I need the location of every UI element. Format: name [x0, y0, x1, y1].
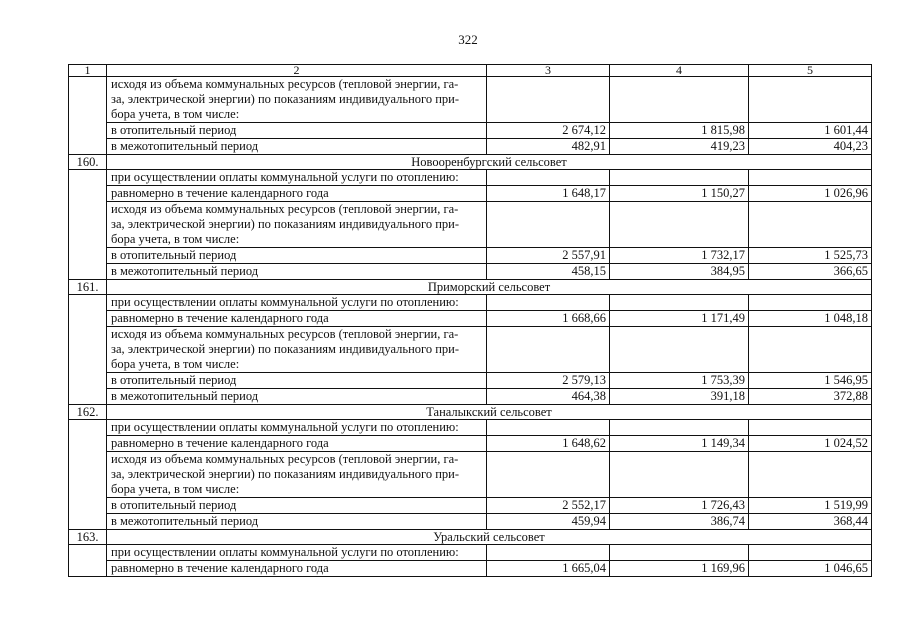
value-col-4: 1 732,17: [610, 248, 749, 264]
table-row: [69, 545, 872, 561]
value-col-4: [610, 295, 749, 311]
row-label: [107, 295, 487, 311]
row-label-line: в межотопительный период: [111, 264, 259, 278]
table-row: [69, 264, 872, 280]
row-label: [107, 373, 487, 389]
table-row: [69, 170, 872, 186]
row-label-line: исходя из объема коммунальных ресурсов (тепловой энергии, га-: [111, 77, 459, 91]
row-label-line: в отопительный период: [111, 248, 237, 262]
table-row: [69, 77, 872, 123]
row-label: [107, 545, 487, 561]
row-label-line: равномерно в течение календарного года: [111, 186, 329, 200]
row-label-line: равномерно в течение календарного года: [111, 311, 329, 325]
value-col-5: [749, 452, 872, 498]
value-col-3: [487, 545, 610, 561]
value-col-3: 2 557,91: [487, 248, 610, 264]
value-col-5: 1 048,18: [749, 311, 872, 327]
table-row: [69, 295, 872, 311]
row-label-line: исходя из объема коммунальных ресурсов (тепловой энергии, га-: [111, 202, 459, 216]
value-col-5: 1 546,95: [749, 373, 872, 389]
row-label: [107, 327, 487, 373]
group-number-blank: [69, 77, 107, 155]
table-row: [69, 452, 872, 498]
value-col-4: 1 169,96: [610, 561, 749, 577]
row-label-line: бора учета, в том числе:: [111, 482, 240, 496]
value-col-5: 1 519,99: [749, 498, 872, 514]
row-label: [107, 311, 487, 327]
value-col-4: [610, 420, 749, 436]
table-row: [69, 498, 872, 514]
tariff-table: [68, 64, 872, 577]
row-label: [107, 420, 487, 436]
header-cell-5: 5: [749, 65, 872, 77]
table-row: [69, 514, 872, 530]
value-col-4: 384,95: [610, 264, 749, 280]
value-col-3: [487, 77, 610, 123]
row-label-line: в отопительный период: [111, 123, 237, 137]
header-cell-4: 4: [610, 65, 749, 77]
value-col-5: [749, 77, 872, 123]
row-label-line: равномерно в течение календарного года: [111, 436, 329, 450]
value-col-3: 459,94: [487, 514, 610, 530]
table-row: [69, 389, 872, 405]
row-label: [107, 436, 487, 452]
value-col-3: 1 648,17: [487, 186, 610, 202]
value-col-5: 1 024,52: [749, 436, 872, 452]
table-row: [69, 186, 872, 202]
group-title-row: [69, 155, 872, 170]
value-col-3: 482,91: [487, 139, 610, 155]
value-col-4: 391,18: [610, 389, 749, 405]
value-col-5: 372,88: [749, 389, 872, 405]
row-label: [107, 389, 487, 405]
value-col-4: 1 150,27: [610, 186, 749, 202]
value-col-4: 1 726,43: [610, 498, 749, 514]
value-col-3: 458,15: [487, 264, 610, 280]
value-col-5: 404,23: [749, 139, 872, 155]
value-col-5: [749, 170, 872, 186]
table-row: [69, 373, 872, 389]
row-label: [107, 561, 487, 577]
table-row: [69, 561, 872, 577]
row-label-line: в межотопительный период: [111, 389, 259, 403]
value-col-5: 1 525,73: [749, 248, 872, 264]
table-row: [69, 436, 872, 452]
row-label: [107, 186, 487, 202]
row-label-line: при осуществлении оплаты коммунальной услуги по отоплению:: [111, 170, 459, 184]
row-label: [107, 139, 487, 155]
group-number-blank: [69, 170, 107, 280]
row-label: [107, 248, 487, 264]
value-col-3: 1 668,66: [487, 311, 610, 327]
group-title: Уральский сельсовет: [107, 530, 872, 545]
value-col-3: [487, 327, 610, 373]
value-col-4: 1 815,98: [610, 123, 749, 139]
row-label: [107, 514, 487, 530]
value-col-3: [487, 202, 610, 248]
table-row: [69, 202, 872, 248]
value-col-3: 1 648,62: [487, 436, 610, 452]
value-col-3: 464,38: [487, 389, 610, 405]
group-number: 160.: [69, 155, 107, 170]
table-body: [69, 77, 872, 577]
value-col-4: 1 753,39: [610, 373, 749, 389]
value-col-4: [610, 202, 749, 248]
row-label-line: равномерно в течение календарного года: [111, 561, 329, 575]
table-row: [69, 248, 872, 264]
value-col-3: 2 579,13: [487, 373, 610, 389]
value-col-4: 419,23: [610, 139, 749, 155]
row-label: [107, 77, 487, 123]
group-number-blank: [69, 420, 107, 530]
group-number-blank: [69, 295, 107, 405]
value-col-4: 1 149,34: [610, 436, 749, 452]
row-label-line: в отопительный период: [111, 498, 237, 512]
group-title-row: [69, 530, 872, 545]
value-col-3: 2 674,12: [487, 123, 610, 139]
table-row: [69, 123, 872, 139]
value-col-3: [487, 452, 610, 498]
table-header: [69, 65, 872, 77]
group-title-row: [69, 280, 872, 295]
value-col-3: 1 665,04: [487, 561, 610, 577]
row-label: [107, 498, 487, 514]
value-col-5: [749, 545, 872, 561]
value-col-5: [749, 420, 872, 436]
row-label-line: в межотопительный период: [111, 139, 259, 153]
value-col-5: [749, 295, 872, 311]
row-label-line: в межотопительный период: [111, 514, 259, 528]
value-col-5: [749, 327, 872, 373]
value-col-3: [487, 170, 610, 186]
group-number-blank: [69, 545, 107, 577]
value-col-3: [487, 420, 610, 436]
row-label: [107, 170, 487, 186]
header-row: [69, 65, 872, 77]
value-col-4: [610, 77, 749, 123]
header-cell-1: 1: [69, 65, 107, 77]
group-title-row: [69, 405, 872, 420]
row-label-line: бора учета, в том числе:: [111, 357, 240, 371]
row-label: [107, 123, 487, 139]
group-title: Приморский сельсовет: [107, 280, 872, 295]
group-title: Новооренбургский сельсовет: [107, 155, 872, 170]
table-row: [69, 420, 872, 436]
table-row: [69, 327, 872, 373]
table-row: [69, 139, 872, 155]
page-number: 322: [458, 32, 478, 47]
value-col-4: [610, 452, 749, 498]
group-number: 161.: [69, 280, 107, 295]
row-label-line: за, электрической энергии) по показаниям индивидуального при-: [111, 342, 460, 356]
group-title: Таналыкский сельсовет: [107, 405, 872, 420]
value-col-5: 366,65: [749, 264, 872, 280]
row-label-line: при осуществлении оплаты коммунальной услуги по отоплению:: [111, 545, 459, 559]
row-label-line: бора учета, в том числе:: [111, 232, 240, 246]
row-label-line: исходя из объема коммунальных ресурсов (тепловой энергии, га-: [111, 452, 459, 466]
row-label: [107, 452, 487, 498]
value-col-4: 1 171,49: [610, 311, 749, 327]
row-label-line: исходя из объема коммунальных ресурсов (тепловой энергии, га-: [111, 327, 459, 341]
row-label-line: при осуществлении оплаты коммунальной услуги по отоплению:: [111, 295, 459, 309]
header-cell-3: 3: [487, 65, 610, 77]
group-number: 163.: [69, 530, 107, 545]
header-cell-2: 2: [107, 65, 487, 77]
value-col-5: 368,44: [749, 514, 872, 530]
value-col-4: [610, 327, 749, 373]
value-col-4: [610, 545, 749, 561]
row-label: [107, 202, 487, 248]
value-col-5: [749, 202, 872, 248]
value-col-3: [487, 295, 610, 311]
row-label-line: за, электрической энергии) по показаниям индивидуального при-: [111, 467, 460, 481]
value-col-4: 386,74: [610, 514, 749, 530]
row-label-line: в отопительный период: [111, 373, 237, 387]
value-col-5: 1 601,44: [749, 123, 872, 139]
value-col-4: [610, 170, 749, 186]
row-label-line: за, электрической энергии) по показаниям индивидуального при-: [111, 92, 460, 106]
row-label-line: бора учета, в том числе:: [111, 107, 240, 121]
row-label: [107, 264, 487, 280]
row-label-line: при осуществлении оплаты коммунальной услуги по отоплению:: [111, 420, 459, 434]
row-label-line: за, электрической энергии) по показаниям индивидуального при-: [111, 217, 460, 231]
value-col-5: 1 026,96: [749, 186, 872, 202]
value-col-5: 1 046,65: [749, 561, 872, 577]
value-col-3: 2 552,17: [487, 498, 610, 514]
table-row: [69, 311, 872, 327]
group-number: 162.: [69, 405, 107, 420]
